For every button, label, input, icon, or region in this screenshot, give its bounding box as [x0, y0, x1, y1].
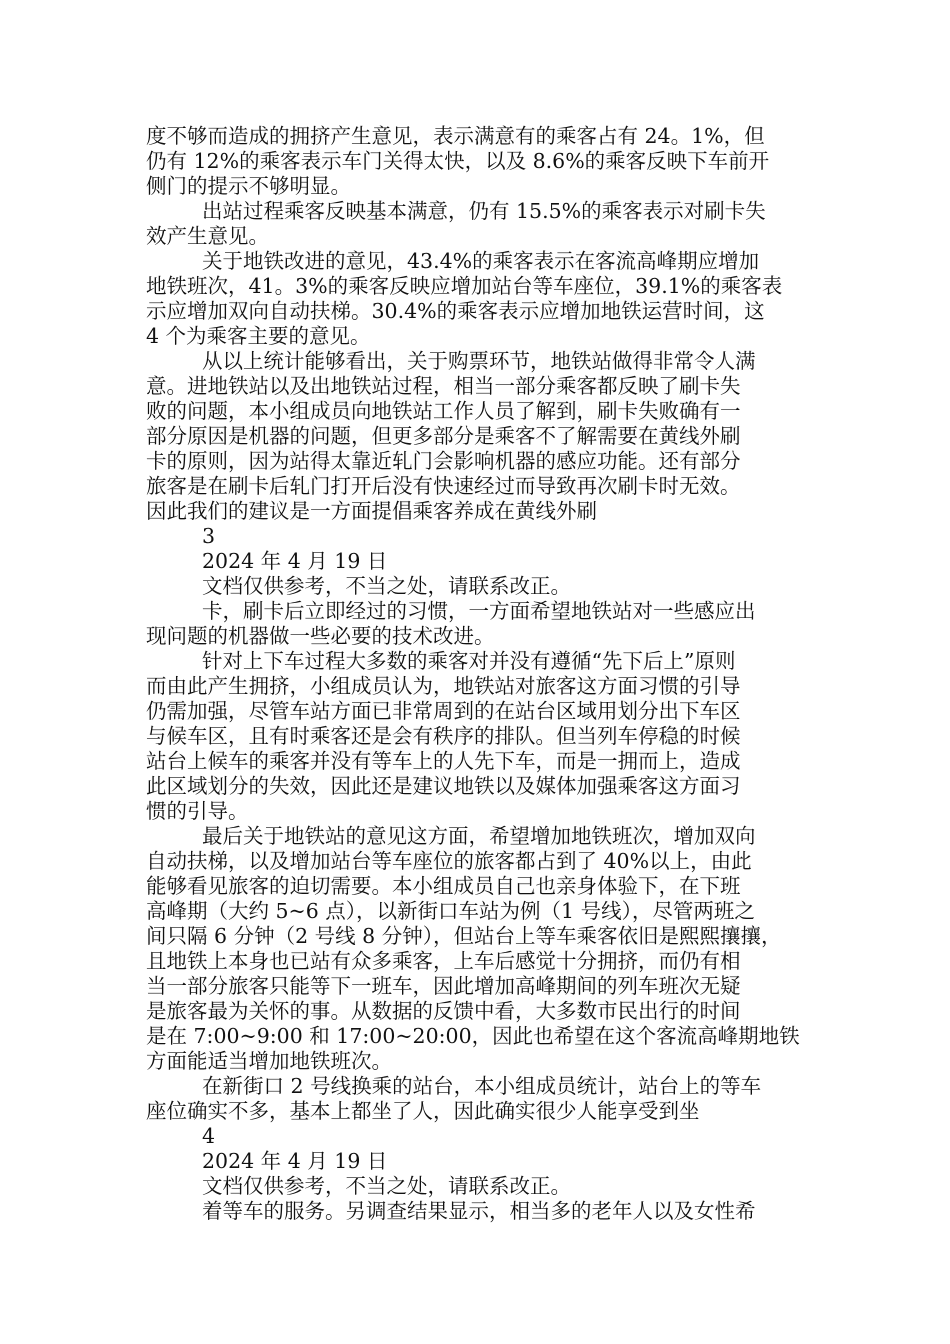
text-line: 度不够而造成的拥挤产生意见，表示满意有的乘客占有 24。1%，但 [146, 124, 765, 148]
text-line: 自动扶梯，以及增加站台等车座位的旅客都占到了 40%以上，由此 [146, 849, 752, 873]
text-line: 效产生意见。 [146, 224, 269, 248]
text-line: 针对上下车过程大多数的乘客对并没有遵循“先下后上”原则 [202, 649, 736, 673]
text-line: 文档仅供参考，不当之处，请联系改正。 [202, 1174, 571, 1198]
text-line: 着等车的服务。另调查结果显示，相当多的老年人以及女性希 [202, 1199, 756, 1223]
text-line: 4 个为乘客主要的意见。 [146, 324, 371, 348]
text-line: 侧门的提示不够明显。 [146, 174, 351, 198]
text-line: 间只隔 6 分钟（2 号线 8 分钟），但站台上等车乘客依旧是熙熙攘攘， [146, 924, 782, 948]
text-line: 示应增加双向自动扶梯。30.4%的乘客表示应增加地铁运营时间，这 [146, 299, 765, 323]
text-line: 从以上统计能够看出，关于购票环节，地铁站做得非常令人满 [202, 349, 756, 373]
text-line: 是旅客最为关怀的事。从数据的反馈中看，大多数市民出行的时间 [146, 999, 741, 1023]
text-line: 是在 7:00~9:00 和 17:00~20:00，因此也希望在这个客流高峰期地铁 [146, 1024, 800, 1048]
text-line: 部分原因是机器的问题，但更多部分是乘客不了解需要在黄线外刷 [146, 424, 741, 448]
text-line: 2024 年 4 月 19 日 [202, 549, 388, 573]
text-line: 与候车区，且有时乘客还是会有秩序的排队。但当列车停稳的时候 [146, 724, 741, 748]
text-line: 且地铁上本身也已站有众多乘客，上车后感觉十分拥挤，而仍有相 [146, 949, 741, 973]
text-line: 仍需加强，尽管车站方面已非常周到的在站台区域用划分出下车区 [146, 699, 741, 723]
text-line: 当一部分旅客只能等下一班车，因此增加高峰期间的列车班次无疑 [146, 974, 741, 998]
text-line: 方面能适当增加地铁班次。 [146, 1049, 392, 1073]
text-line: 在新街口 2 号线换乘的站台，本小组成员统计，站台上的等车 [202, 1074, 762, 1098]
text-line: 4 [202, 1124, 216, 1148]
text-line: 3 [202, 524, 216, 548]
text-line: 卡，刷卡后立即经过的习惯，一方面希望地铁站对一些感应出 [202, 599, 756, 623]
text-line: 卡的原则，因为站得太靠近轧门会影响机器的感应功能。还有部分 [146, 449, 741, 473]
text-line: 仍有 12%的乘客表示车门关得太快，以及 8.6%的乘客反映下车前开 [146, 149, 770, 173]
body-text [146, 124, 810, 1224]
text-line: 文档仅供参考，不当之处，请联系改正。 [202, 574, 571, 598]
text-line: 能够看见旅客的迫切需要。本小组成员自己也亲身体验下，在下班 [146, 874, 741, 898]
text-line: 现问题的机器做一些必要的技术改进。 [146, 624, 495, 648]
text-line: 2024 年 4 月 19 日 [202, 1149, 388, 1173]
text-line: 而由此产生拥挤，小组成员认为，地铁站对旅客这方面习惯的引导 [146, 674, 741, 698]
text-line: 座位确实不多，基本上都坐了人，因此确实很少人能享受到坐 [146, 1099, 700, 1123]
text-line: 败的问题，本小组成员向地铁站工作人员了解到，刷卡失败确有一 [146, 399, 741, 423]
text-line: 站台上候车的乘客并没有等车上的人先下车，而是一拥而上，造成 [146, 749, 741, 773]
text-line: 出站过程乘客反映基本满意，仍有 15.5%的乘客表示对刷卡失 [202, 199, 766, 223]
text-line: 高峰期（大约 5~6 点），以新街口车站为例（1 号线），尽管两班之 [146, 899, 755, 923]
text-line: 最后关于地铁站的意见这方面，希望增加地铁班次，增加双向 [202, 824, 756, 848]
text-line: 此区域划分的失效，因此还是建议地铁以及媒体加强乘客这方面习 [146, 774, 741, 798]
text-line: 惯的引导。 [146, 799, 249, 823]
text-line: 意。进地铁站以及出地铁站过程，相当一部分乘客都反映了刷卡失 [146, 374, 741, 398]
text-line: 关于地铁改进的意见，43.4%的乘客表示在客流高峰期应增加 [202, 249, 760, 273]
text-line: 地铁班次，41。3%的乘客反映应增加站台等车座位，39.1%的乘客表 [146, 274, 783, 298]
text-line: 旅客是在刷卡后轧门打开后没有快速经过而导致再次刷卡时无效。 [146, 474, 741, 498]
text-line: 因此我们的建议是一方面提倡乘客养成在黄线外刷 [146, 499, 597, 523]
